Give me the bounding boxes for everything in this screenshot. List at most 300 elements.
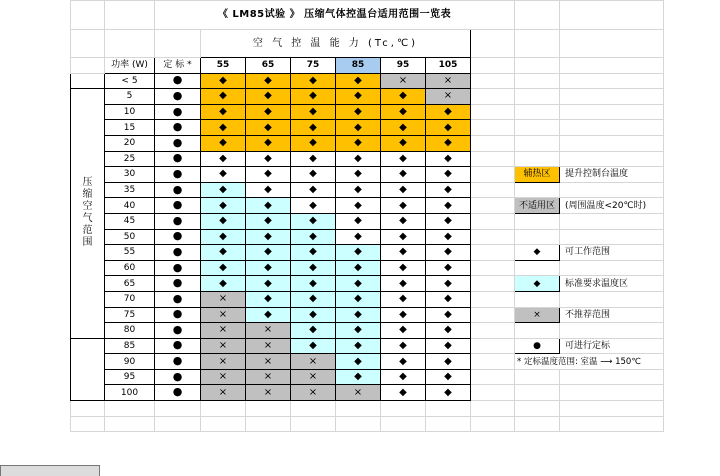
range-cell[interactable]: [201, 104, 246, 120]
range-cell[interactable]: [426, 323, 471, 339]
sheet-cell[interactable]: [381, 401, 426, 417]
range-cell[interactable]: [246, 369, 291, 385]
range-cell[interactable]: [336, 167, 381, 183]
range-cell[interactable]: [201, 276, 246, 292]
range-cell[interactable]: [336, 73, 381, 89]
range-cell[interactable]: [381, 245, 426, 261]
power-label[interactable]: 25: [105, 151, 155, 167]
range-cell[interactable]: [201, 369, 246, 385]
range-cell[interactable]: [381, 354, 426, 370]
capacity-column-75[interactable]: 75: [291, 58, 336, 74]
range-cell[interactable]: [336, 369, 381, 385]
sheet-cell[interactable]: [560, 104, 664, 120]
range-cell[interactable]: [291, 89, 336, 105]
range-cell[interactable]: [201, 260, 246, 276]
range-cell[interactable]: [291, 151, 336, 167]
diamond-icon: ◆: [354, 121, 362, 133]
sheet-cell[interactable]: [560, 89, 664, 105]
power-label[interactable]: 60: [105, 260, 155, 276]
range-cell[interactable]: [201, 323, 246, 339]
range-cell[interactable]: [381, 323, 426, 339]
legend-swatch[interactable]: ◆: [515, 276, 560, 292]
range-cell[interactable]: [246, 338, 291, 354]
sheet-cell[interactable]: [471, 276, 515, 292]
range-cell[interactable]: [426, 369, 471, 385]
power-label[interactable]: 75: [105, 307, 155, 323]
range-cell[interactable]: [291, 198, 336, 214]
range-cell[interactable]: [291, 120, 336, 136]
sheet-cell[interactable]: [515, 120, 560, 136]
sheet-cell[interactable]: [471, 198, 515, 214]
sheet-cell[interactable]: [201, 401, 246, 417]
range-cell[interactable]: [336, 276, 381, 292]
sheet-cell[interactable]: [246, 401, 291, 417]
sheet-cell[interactable]: [515, 89, 560, 105]
range-cell[interactable]: [201, 385, 246, 401]
sheet-cell[interactable]: [560, 369, 664, 385]
range-cell[interactable]: [291, 135, 336, 151]
calibration-cell[interactable]: [155, 213, 201, 229]
range-cell[interactable]: [336, 213, 381, 229]
sheet-cell[interactable]: [515, 385, 560, 401]
range-cell[interactable]: [246, 213, 291, 229]
range-cell[interactable]: [246, 307, 291, 323]
sheet-cell[interactable]: [471, 135, 515, 151]
calibration-cell[interactable]: [155, 198, 201, 214]
compressed-air-range-label: [71, 89, 105, 339]
range-cell[interactable]: [246, 229, 291, 245]
power-label[interactable]: 80: [105, 323, 155, 339]
range-cell[interactable]: [246, 104, 291, 120]
calibration-cell[interactable]: [155, 354, 201, 370]
calibration-cell[interactable]: [155, 276, 201, 292]
side-label-char: 气: [82, 213, 93, 225]
range-cell[interactable]: [246, 151, 291, 167]
sheet-cell[interactable]: [471, 104, 515, 120]
range-cell[interactable]: [381, 73, 426, 89]
range-cell[interactable]: [246, 135, 291, 151]
range-cell[interactable]: [201, 73, 246, 89]
power-label[interactable]: 55: [105, 245, 155, 261]
range-cell[interactable]: [201, 354, 246, 370]
range-cell[interactable]: [336, 151, 381, 167]
range-cell[interactable]: [291, 369, 336, 385]
sheet-cell[interactable]: [560, 135, 664, 151]
sheet-cell[interactable]: [515, 182, 560, 198]
sheet-cell[interactable]: [515, 135, 560, 151]
legend-swatch[interactable]: 不适用区: [515, 198, 560, 214]
range-cell[interactable]: [426, 338, 471, 354]
sheet-cell[interactable]: [515, 30, 560, 58]
sheet-cell[interactable]: [471, 213, 515, 229]
calibration-note[interactable]: * 定标温度范围: 室温 ⟶ 150℃: [515, 354, 664, 370]
sheet-cell[interactable]: [471, 182, 515, 198]
range-cell[interactable]: [291, 338, 336, 354]
legend-label[interactable]: 可工作范围: [560, 245, 664, 261]
range-cell[interactable]: [291, 323, 336, 339]
range-cell[interactable]: [336, 354, 381, 370]
diamond-icon: ◆: [264, 168, 272, 180]
diamond-icon: ◆: [264, 121, 272, 133]
power-label[interactable]: 40: [105, 198, 155, 214]
sheet-cell[interactable]: [71, 58, 105, 74]
calibration-cell[interactable]: [155, 135, 201, 151]
range-cell[interactable]: [246, 291, 291, 307]
range-cell[interactable]: [426, 89, 471, 105]
calibration-cell[interactable]: [155, 385, 201, 401]
range-cell[interactable]: [336, 245, 381, 261]
column-header-power[interactable]: 功率 (W): [105, 58, 155, 74]
range-cell[interactable]: [426, 135, 471, 151]
sheet-cell[interactable]: [515, 213, 560, 229]
sheet-cell[interactable]: [381, 416, 426, 432]
range-cell[interactable]: [246, 260, 291, 276]
sheet-cell[interactable]: [515, 1, 560, 30]
sheet-cell[interactable]: [471, 369, 515, 385]
range-cell[interactable]: [201, 213, 246, 229]
range-cell[interactable]: [336, 385, 381, 401]
range-cell[interactable]: [336, 198, 381, 214]
calibration-cell[interactable]: [155, 120, 201, 136]
range-cell[interactable]: [381, 307, 426, 323]
sheet-cell[interactable]: [560, 1, 664, 30]
sheet-cell[interactable]: [291, 401, 336, 417]
calibration-cell[interactable]: [155, 245, 201, 261]
sheet-cell[interactable]: [560, 73, 664, 89]
sheet-cell[interactable]: [471, 30, 515, 58]
range-cell[interactable]: [291, 104, 336, 120]
calibration-cell[interactable]: [155, 182, 201, 198]
sheet-cell[interactable]: [155, 416, 201, 432]
sheet-cell[interactable]: [471, 385, 515, 401]
range-cell[interactable]: [381, 151, 426, 167]
diamond-icon: ◆: [309, 74, 317, 86]
sheet-cell[interactable]: [560, 182, 664, 198]
range-cell[interactable]: [336, 323, 381, 339]
sheet-cell[interactable]: [560, 401, 664, 417]
sheet-cell[interactable]: [471, 260, 515, 276]
calibration-cell[interactable]: [155, 73, 201, 89]
sheet-cell[interactable]: [105, 1, 155, 30]
power-label[interactable]: 90: [105, 354, 155, 370]
sheet-cell[interactable]: [155, 401, 201, 417]
range-cell[interactable]: [381, 104, 426, 120]
diamond-icon: ◆: [264, 246, 272, 258]
calibration-cell[interactable]: [155, 229, 201, 245]
range-cell[interactable]: [291, 182, 336, 198]
sheet-cell[interactable]: [471, 291, 515, 307]
range-cell[interactable]: [336, 89, 381, 105]
range-cell[interactable]: [201, 182, 246, 198]
range-cell[interactable]: [381, 198, 426, 214]
sheet-cell[interactable]: [515, 291, 560, 307]
range-cell[interactable]: [291, 229, 336, 245]
power-label[interactable]: < 5: [105, 73, 155, 89]
range-cell[interactable]: [201, 291, 246, 307]
range-cell[interactable]: [336, 104, 381, 120]
range-cell[interactable]: [291, 260, 336, 276]
range-cell[interactable]: [291, 354, 336, 370]
range-cell[interactable]: [426, 307, 471, 323]
calibration-cell[interactable]: [155, 307, 201, 323]
legend-label[interactable]: 提升控制台温度: [560, 167, 664, 183]
sheet-cell[interactable]: [105, 30, 155, 58]
range-cell[interactable]: [336, 229, 381, 245]
sheet-cell[interactable]: [155, 30, 201, 58]
sheet-cell[interactable]: [471, 354, 515, 370]
sheet-cell[interactable]: [336, 416, 381, 432]
sheet-cell[interactable]: [515, 260, 560, 276]
sheet-cell[interactable]: [426, 416, 471, 432]
diamond-icon: ◆: [399, 277, 407, 289]
range-cell[interactable]: [201, 198, 246, 214]
calibration-cell[interactable]: [155, 151, 201, 167]
sheet-cell[interactable]: [336, 401, 381, 417]
power-label[interactable]: 20: [105, 135, 155, 151]
sheet-cell[interactable]: [105, 416, 155, 432]
sheet-cell[interactable]: [201, 416, 246, 432]
sheet-cell[interactable]: [471, 245, 515, 261]
legend-label[interactable]: 标准要求温度区: [560, 276, 664, 292]
range-cell[interactable]: [246, 182, 291, 198]
range-cell[interactable]: [291, 167, 336, 183]
range-cell[interactable]: [246, 354, 291, 370]
range-cell[interactable]: [246, 276, 291, 292]
legend-swatch[interactable]: ◆: [515, 245, 560, 261]
sheet-cell[interactable]: [71, 30, 105, 58]
sheet-cell[interactable]: [560, 291, 664, 307]
range-cell[interactable]: [246, 167, 291, 183]
range-cell[interactable]: [246, 385, 291, 401]
range-cell[interactable]: [201, 151, 246, 167]
range-cell[interactable]: [381, 213, 426, 229]
power-label[interactable]: 50: [105, 229, 155, 245]
sheet-cell[interactable]: [291, 416, 336, 432]
diamond-icon: ◆: [219, 230, 227, 242]
legend-label[interactable]: (周围温度<20℃时): [560, 198, 664, 214]
sheet-cell[interactable]: [515, 73, 560, 89]
range-cell[interactable]: [426, 291, 471, 307]
capacity-column-95[interactable]: 95: [381, 58, 426, 74]
sheet-cell[interactable]: [560, 213, 664, 229]
sheet-cell[interactable]: [471, 338, 515, 354]
sheet-cell[interactable]: [560, 58, 664, 74]
power-label[interactable]: 100: [105, 385, 155, 401]
calibration-cell[interactable]: [155, 338, 201, 354]
range-cell[interactable]: [426, 276, 471, 292]
sheet-cell[interactable]: [426, 401, 471, 417]
sheet-cell[interactable]: [471, 307, 515, 323]
sheet-cell[interactable]: [471, 120, 515, 136]
range-cell[interactable]: [291, 291, 336, 307]
range-cell[interactable]: [291, 276, 336, 292]
power-label[interactable]: 45: [105, 213, 155, 229]
power-label[interactable]: 15: [105, 120, 155, 136]
range-cell[interactable]: [381, 385, 426, 401]
calibration-cell[interactable]: [155, 260, 201, 276]
sheet-cell[interactable]: [471, 229, 515, 245]
range-cell[interactable]: [381, 276, 426, 292]
range-cell[interactable]: [336, 260, 381, 276]
capacity-column-65[interactable]: 65: [246, 58, 291, 74]
sheet-cell[interactable]: [105, 401, 155, 417]
range-cell[interactable]: [381, 182, 426, 198]
diamond-icon: ◆: [444, 293, 452, 305]
sheet-cell[interactable]: [560, 151, 664, 167]
sheet-cell[interactable]: [515, 151, 560, 167]
sheet-cell[interactable]: [515, 104, 560, 120]
range-cell[interactable]: [426, 213, 471, 229]
power-label[interactable]: 65: [105, 276, 155, 292]
range-cell[interactable]: [426, 104, 471, 120]
sheet-cell[interactable]: [515, 401, 560, 417]
range-cell[interactable]: [336, 338, 381, 354]
range-cell[interactable]: [201, 120, 246, 136]
range-cell[interactable]: [336, 291, 381, 307]
legend-swatch[interactable]: 辅热区: [515, 167, 560, 183]
range-cell[interactable]: [291, 307, 336, 323]
sheet-cell[interactable]: [471, 323, 515, 339]
sheet-cell[interactable]: [71, 73, 105, 89]
range-cell[interactable]: [381, 260, 426, 276]
calibration-cell[interactable]: [155, 323, 201, 339]
power-label[interactable]: 10: [105, 104, 155, 120]
range-cell[interactable]: [426, 229, 471, 245]
range-cell[interactable]: [426, 151, 471, 167]
range-cell[interactable]: [291, 385, 336, 401]
range-cell[interactable]: [426, 182, 471, 198]
sheet-cell[interactable]: [560, 385, 664, 401]
diamond-icon: ◆: [264, 137, 272, 149]
range-cell[interactable]: [291, 245, 336, 261]
sheet-cell[interactable]: [471, 89, 515, 105]
range-cell[interactable]: [201, 89, 246, 105]
sheet-cell[interactable]: [515, 369, 560, 385]
sheet-cell[interactable]: [71, 1, 105, 30]
range-cell[interactable]: [381, 120, 426, 136]
range-cell[interactable]: [246, 73, 291, 89]
sheet-cell[interactable]: [560, 229, 664, 245]
cross-icon: ×: [218, 355, 228, 367]
range-cell[interactable]: [381, 291, 426, 307]
capacity-header[interactable]: 空 气 控 温 能 力 (Tc,℃): [201, 30, 471, 58]
calibration-cell[interactable]: [155, 291, 201, 307]
sheet-cell[interactable]: [71, 416, 105, 432]
cross-icon: ×: [263, 339, 273, 351]
range-cell[interactable]: [201, 338, 246, 354]
calibration-cell[interactable]: [155, 89, 201, 105]
legend-label[interactable]: 可进行定标: [560, 338, 664, 354]
range-cell[interactable]: [336, 182, 381, 198]
range-cell[interactable]: [426, 260, 471, 276]
sheet-cell[interactable]: [246, 416, 291, 432]
range-cell[interactable]: [246, 198, 291, 214]
range-cell[interactable]: [426, 120, 471, 136]
diamond-icon: ◆: [399, 355, 407, 367]
range-cell[interactable]: [381, 89, 426, 105]
legend-label[interactable]: 不推荐范围: [560, 307, 664, 323]
range-cell[interactable]: [426, 167, 471, 183]
range-cell[interactable]: [381, 167, 426, 183]
capacity-column-105[interactable]: 105: [426, 58, 471, 74]
range-cell[interactable]: [426, 73, 471, 89]
sheet-cell[interactable]: [560, 416, 664, 432]
sheet-cell[interactable]: [515, 323, 560, 339]
capacity-column-55[interactable]: 55: [201, 58, 246, 74]
range-cell[interactable]: [201, 245, 246, 261]
sheet-cell[interactable]: [560, 120, 664, 136]
range-cell[interactable]: [201, 135, 246, 151]
sheet-tab[interactable]: [0, 465, 100, 476]
range-cell[interactable]: [426, 245, 471, 261]
range-cell[interactable]: [426, 385, 471, 401]
range-cell[interactable]: [246, 245, 291, 261]
sheet-cell[interactable]: [471, 73, 515, 89]
range-cell[interactable]: [381, 338, 426, 354]
range-cell[interactable]: [201, 307, 246, 323]
sheet-cell[interactable]: [471, 58, 515, 74]
sheet-cell[interactable]: [515, 229, 560, 245]
calibration-bullet-icon: ●: [172, 322, 183, 336]
sheet-cell[interactable]: [471, 416, 515, 432]
sheet-cell[interactable]: [471, 401, 515, 417]
range-cell[interactable]: [381, 229, 426, 245]
range-cell[interactable]: [381, 369, 426, 385]
legend-swatch[interactable]: ●: [515, 338, 560, 354]
calibration-cell[interactable]: [155, 167, 201, 183]
calibration-cell[interactable]: [155, 369, 201, 385]
range-cell[interactable]: [336, 135, 381, 151]
sheet-cell[interactable]: [471, 167, 515, 183]
range-cell[interactable]: [291, 213, 336, 229]
sheet-cell[interactable]: [515, 58, 560, 74]
range-cell[interactable]: [336, 307, 381, 323]
calibration-cell[interactable]: [155, 104, 201, 120]
sheet-cell[interactable]: [71, 401, 105, 417]
power-label[interactable]: 95: [105, 369, 155, 385]
range-cell[interactable]: [381, 135, 426, 151]
legend-swatch[interactable]: ×: [515, 307, 560, 323]
column-header-calibration[interactable]: 定 标 *: [155, 58, 201, 74]
range-cell[interactable]: [246, 89, 291, 105]
sheet-cell[interactable]: [515, 416, 560, 432]
power-label[interactable]: 70: [105, 291, 155, 307]
calibration-bullet-icon: ●: [172, 369, 183, 383]
capacity-column-85[interactable]: 85: [336, 58, 381, 74]
range-cell[interactable]: [291, 73, 336, 89]
calibration-bullet-icon: ●: [172, 151, 183, 165]
sheet-cell[interactable]: [560, 323, 664, 339]
range-cell[interactable]: [201, 167, 246, 183]
range-cell[interactable]: [246, 120, 291, 136]
power-label[interactable]: 85: [105, 338, 155, 354]
diamond-icon: ◆: [309, 121, 317, 133]
power-label[interactable]: 30: [105, 167, 155, 183]
sheet-cell[interactable]: [71, 338, 105, 400]
diamond-icon: ◆: [399, 106, 407, 118]
sheet-cell[interactable]: [471, 151, 515, 167]
range-cell[interactable]: [426, 198, 471, 214]
range-cell[interactable]: [246, 323, 291, 339]
power-label[interactable]: 35: [105, 182, 155, 198]
range-cell[interactable]: [426, 354, 471, 370]
diamond-icon: ◆: [399, 371, 407, 383]
range-cell[interactable]: [201, 229, 246, 245]
power-label[interactable]: 5: [105, 89, 155, 105]
sheet-cell[interactable]: [560, 260, 664, 276]
range-cell[interactable]: [336, 120, 381, 136]
sheet-cell[interactable]: [560, 30, 664, 58]
